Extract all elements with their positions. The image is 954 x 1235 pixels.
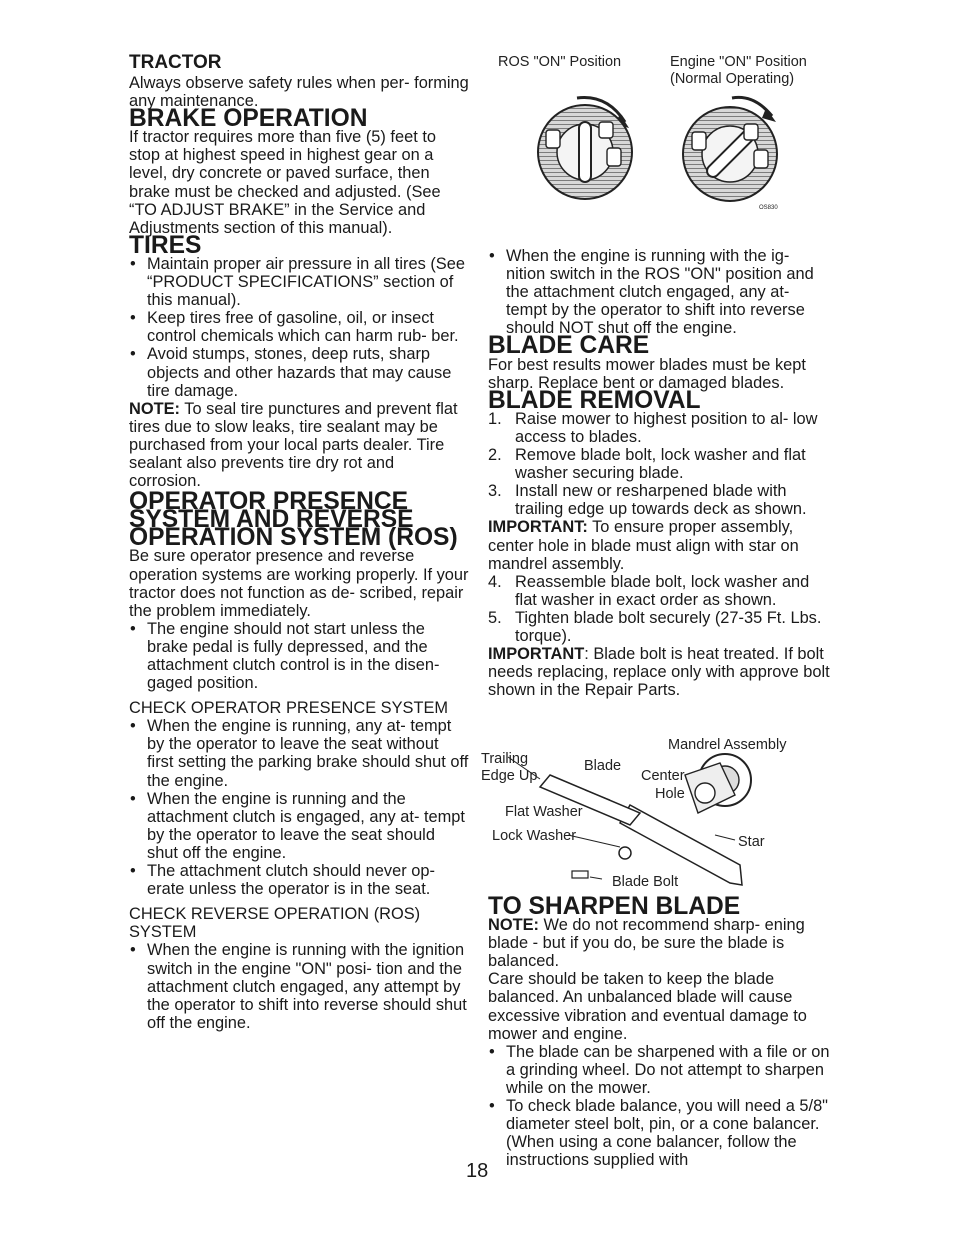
trailing-edge-label-2: Edge Up — [481, 768, 538, 784]
note-label: NOTE: — [488, 916, 539, 935]
list-item — [488, 482, 830, 518]
sharpen-note — [488, 916, 830, 970]
blade-label: Blade — [584, 758, 622, 774]
step-text: Reassemble blade bolt, lock washer and flat washer in exact order as shown. — [515, 572, 810, 609]
tractor-intro: Always observe safety rules when per- forming any maintenance. — [129, 74, 469, 111]
engine-position-caption: Engine "ON" Position — [670, 54, 807, 70]
note-text: We do not recommend sharp- ening blade - but if you do, be sure the blade is balanced. — [488, 916, 805, 971]
note-text: To seal tire punctures and prevent flat tires due to slow leaks, tire sealant may be purchased from your local parts dealer. Tire sealant also prevents tire dry rot and corrosion. — [129, 399, 458, 491]
note-label: NOTE: — [129, 399, 180, 418]
flat-washer-label: Flat Washer — [505, 804, 583, 820]
center-hole-label: Center — [641, 768, 685, 784]
list-item: • When the engine is running with the ig- nition switch in the ROS "ON" position and the attachment clutch engaged, any at- tempt by the operator to shift into reverse should NOT shut off the engine. — [488, 247, 830, 337]
step-number: 2. — [488, 446, 502, 465]
sharpen-section — [488, 893, 830, 1170]
ops-heading: OPERATOR PRESENCE SYSTEM AND REVERSE OPERATION SYSTEM (ROS) — [129, 488, 458, 552]
page-number: 18 — [466, 1160, 489, 1182]
list-item — [488, 573, 830, 609]
step-text: Tighten blade bolt securely (27-35 Ft. Lbs. torque). — [515, 608, 822, 645]
mandrel-assembly-label: Mandrel Assembly — [668, 737, 787, 753]
list-item: • The blade can be sharpened with a file or on a grinding wheel. Do not attempt to sharpen while on the mower. — [488, 1043, 830, 1097]
important-label: IMPORTANT: — [488, 518, 588, 537]
blade-removal-heading: BLADE REMOVAL — [488, 386, 701, 414]
figure-code: OS830 — [759, 205, 778, 211]
center-hole-label-2: Hole — [655, 786, 685, 802]
important-note-2 — [488, 645, 830, 699]
list-item: • When the engine is running, any at- tempt by the operator to leave the seat without first setting the parking brake should shut off the engine. — [129, 717, 469, 789]
list-item — [488, 446, 830, 482]
list-item: • Maintain proper air pressure in all tires (See “PRODUCT SPECIFICATIONS” section of this manual). — [129, 255, 469, 309]
list-item: • Keep tires free of gasoline, oil, or insect control chemicals which can harm rub- ber. — [129, 309, 469, 345]
list-item — [488, 609, 830, 645]
step-number: 5. — [488, 608, 502, 627]
list-item: • When the engine is running and the attachment clutch is engaged, any at- tempt by the operator to leave the seat should shut off the engine. — [129, 790, 469, 862]
left-column — [129, 52, 469, 1032]
step-number: 3. — [488, 482, 502, 501]
important-note-1 — [488, 518, 830, 572]
step-text: Install new or resharpened blade with trailing edge up towards deck as shown. — [515, 482, 807, 519]
step-text: Raise mower to highest position to al- low access to blades. — [515, 409, 818, 446]
sharpen-heading: TO SHARPEN BLADE — [488, 893, 741, 920]
trailing-edge-label: Trailing — [481, 751, 529, 767]
lock-washer-label: Lock Washer — [492, 828, 577, 844]
engine-position-subcaption: (Normal Operating) — [670, 71, 795, 87]
star-label: Star — [738, 834, 765, 850]
engine-switch-diagram — [672, 92, 792, 202]
sharpen-text: Care should be taken to keep the blade balanced. An unbalanced blade will cause excessive vibration and eventual damage to mower and engine. — [488, 970, 807, 1043]
ros-switch-diagram — [537, 92, 637, 202]
list-item — [488, 410, 830, 446]
tires-heading: TIRES — [129, 231, 202, 259]
blade-care-text: For best results mower blades must be kept sharp. Replace bent or damaged blades. — [488, 355, 806, 392]
step-number: 1. — [488, 409, 502, 428]
list-item: • Avoid stumps, stones, deep ruts, sharp objects and other hazards that may cause tire damage. — [129, 345, 469, 399]
important-text: : Blade bolt is heat treated. If bolt needs replacing, replace only with approve bolt shown in the Repair Parts. — [488, 645, 830, 700]
tire-note — [129, 400, 469, 490]
list-item: • The attachment clutch should never op- erate unless the operator is in the seat. — [129, 862, 469, 898]
blade-bolt-label: Blade Bolt — [612, 874, 679, 890]
right-column-content — [488, 247, 830, 699]
check-ops-heading: CHECK OPERATOR PRESENCE SYSTEM — [129, 699, 449, 718]
ops-text: Be sure operator presence and reverse operation systems are working properly. If your tractor does not function as de- scribed, repair the problem immediately. — [129, 547, 469, 620]
ros-position-caption: ROS "ON" Position — [498, 54, 622, 70]
list-item: • To check blade balance, you will need a 5/8" diameter steel bolt, pin, or a cone balancer. (When using a cone balancer, follow the instructions supplied with — [488, 1097, 830, 1169]
list-item: • The engine should not start unless the brake pedal is fully depressed, and the attachment clutch control is in the disen- gaged position. — [129, 620, 469, 692]
brake-text: If tractor requires more than five (5) feet to stop at highest speed in highest gear on a level, dry concrete or paved surface, then brake must be checked and adjusted. (See “TO ADJUST BRAKE” in the Service and Adjustments section of this manual). — [129, 128, 441, 237]
step-number: 4. — [488, 572, 502, 591]
brake-heading: BRAKE OPERATION — [129, 105, 368, 133]
important-label: IMPORTANT — [488, 645, 585, 664]
tractor-heading: TRACTOR — [129, 52, 222, 73]
check-ros-heading: CHECK REVERSE OPERATION (ROS) SYSTEM — [129, 905, 421, 942]
list-item: • When the engine is running with the ignition switch in the engine "ON" posi- tion and the attachment clutch engaged, any attempt by the operator to shift into reverse should shut off the engine. — [129, 941, 469, 1031]
important-text: To ensure proper assembly, center hole in blade must align with star on mandrel assembly. — [488, 518, 799, 573]
step-text: Remove blade bolt, lock washer and flat washer securing blade. — [515, 446, 806, 483]
blade-care-heading: BLADE CARE — [488, 332, 650, 360]
